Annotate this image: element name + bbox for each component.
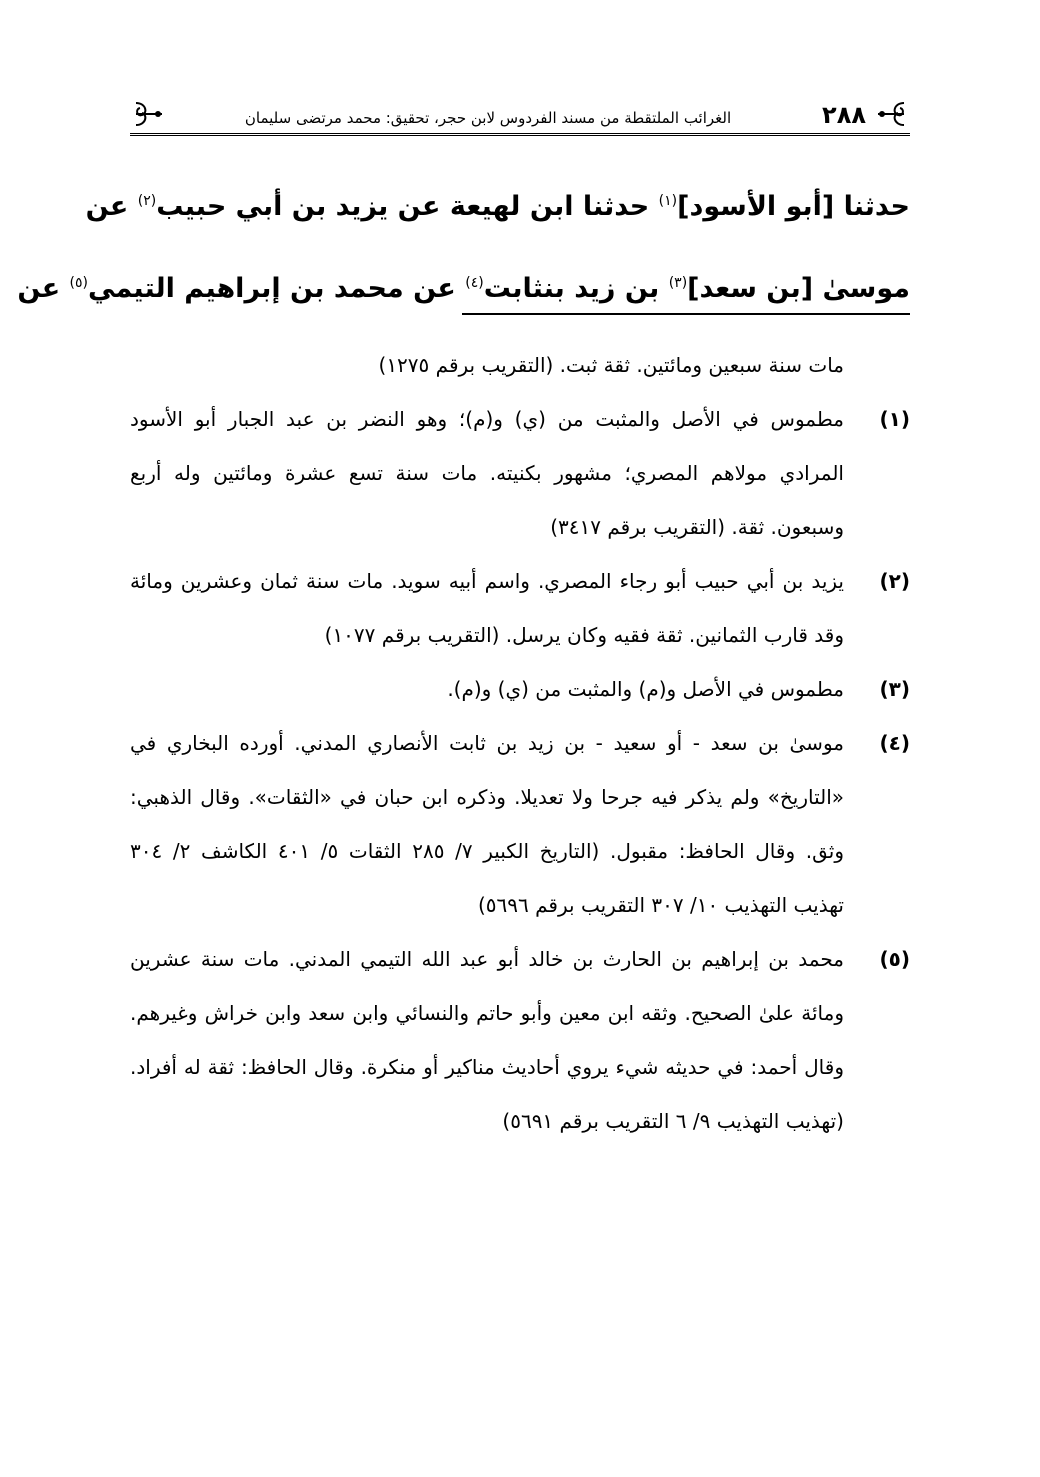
footnote [130, 662, 910, 716]
footnote-number: (١) [879, 407, 910, 431]
main-text-segment: بن زيد بنثابت [483, 273, 669, 304]
main-line [17, 242, 910, 324]
main-text [17, 160, 910, 324]
footnote-text: مطموس في الأصل والمثبت من (ي) و(م)؛ وهو النضر بن عبد الجبار أبو الأسود المرادي مولاهم المصري؛ مشهور بكنيته. مات سنة تسع عشرة ومائتين وله أربع وسبعون. ثقة. (التقريب برقم ٣٤١٧) [130, 407, 844, 539]
footnote-number: (٤) [879, 731, 910, 755]
main-text-segment: حدثنا ابن لهيعة عن يزيد بن أبي حبيب [156, 191, 659, 222]
footnote-separator [462, 313, 910, 315]
main-text-segment: عن محمد بن إبراهيم التيمي [88, 273, 466, 304]
page-number: ٢٨٨ [822, 101, 866, 129]
footnote [130, 716, 910, 932]
footnote-text: يزيد بن أبي حبيب أبو رجاء المصري. واسم أبيه سويد. مات سنة ثمان وعشرين ومائة وقد قارب الثمانين. ثقة فقيه وكان يرسل. (التقريب برقم ١٠٧٧) [130, 569, 844, 647]
running-title: الغرائب الملتقطة من مسند الفردوس لابن حجر، تحقيق: محمد مرتضى سليمان [244, 109, 732, 127]
main-text-segment: موسىٰ [بن سعد] [687, 273, 910, 304]
footnote [130, 554, 910, 662]
footnote-number: (٢) [879, 569, 910, 593]
footnote [130, 392, 910, 554]
footnote-marker: (٣) [668, 275, 688, 291]
footnote [130, 932, 910, 1148]
footnote-text: مطموس في الأصل و(م) والمثبت من (ي) و(م). [447, 677, 844, 701]
header-rule [130, 133, 910, 136]
footnote-marker: (٢) [137, 193, 157, 209]
running-header [130, 95, 910, 141]
footnote-marker: (٤) [465, 275, 484, 291]
footnotes [130, 338, 910, 1148]
ornament-icon [874, 99, 908, 129]
main-line [85, 160, 910, 242]
footnote-number: (٣) [879, 677, 910, 701]
footnote-marker: (١) [658, 193, 678, 209]
main-text-segment: حدثنا [أبو الأسود] [677, 191, 910, 222]
main-text-segment: عن [85, 191, 138, 222]
main-text-segment: عن [17, 273, 70, 304]
footnote-marker: (٥) [69, 275, 89, 291]
ornament-icon [132, 99, 166, 129]
footnote-text: محمد بن إبراهيم بن الحارث بن خالد أبو عبد الله التيمي المدني. مات سنة عشرين ومائة علىٰ الصحيح. وثقه ابن معين وأبو حاتم والنسائي وابن سعد وابن خراش وغيرهم. وقال أحمد: في حديثه شيء يروي أحاديث مناكير أو منكرة. وقال الحافظ: ثقة له أفراد. (تهذيب التهذيب ٩/ ٦ التقريب برقم ٥٦٩١) [130, 947, 844, 1133]
footnote-continuation: مات سنة سبعين ومائتين. ثقة ثبت. (التقريب برقم ١٢٧٥) [378, 353, 844, 377]
footnote-number: (٥) [879, 947, 910, 971]
footnote-text: موسىٰ بن سعد - أو سعيد - بن زيد بن ثابت الأنصاري المدني. أورده البخاري في «التاريخ» ولم يذكر فيه جرحا ولا تعديلا. وذكره ابن حبان في «الثقات». وقال الذهبي: وثق. وقال الحافظ: مقبول. (التاريخ الكبير ٧/ ٢٨٥ الثقات ٥/ ٤٠١ الكاشف ٢/ ٣٠٤ تهذيب التهذيب ١٠/ ٣٠٧ التقريب برقم ٥٦٩٦) [130, 731, 844, 917]
